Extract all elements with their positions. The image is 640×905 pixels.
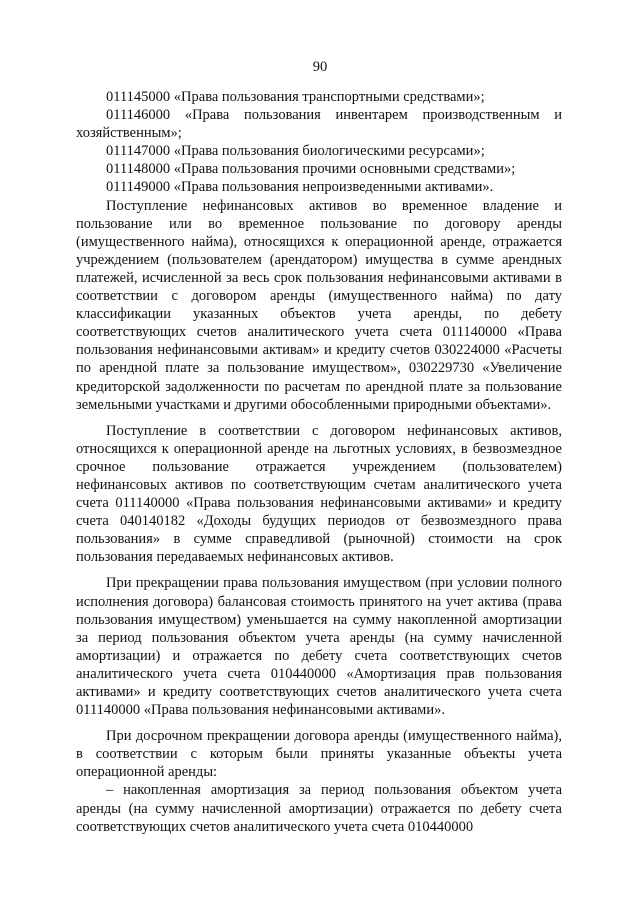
paragraph-operational-lease-receipt: Поступление нефинансовых активов во временное владение и пользование или во временное пользование по договору аренды (имущественного найма), относящихся к операционной аренде, отражается учреждением (пользователем (арендатором) имущества в сумме арендных платежей, исчисленной за весь срок пользования нефинансовыми активами в соответствии с договором аренды (имущественного найма) по дату классификации указанных объектов учета аренды, по дебету соответствующих счетов аналитического учета счета 011140000 «Права пользования нефинансовыми активам» и кредиту счетов 030224000 «Расчеты по арендной плате за пользование имуществом», 030229730 «Увеличение кредиторской задолженности по расчетам по арендной плате за пользование земельными участками и другими обособленными природными объектами». [76, 197, 562, 413]
account-line-011147000: 011147000 «Права пользования биологическими ресурсами»; [106, 143, 485, 160]
paragraph-accumulated-amortization: – накопленная амортизация за период пользования объектом учета аренды (на сумму начисленной амортизации) отражается по дебету счета соответствующих счетов аналитического учета счета 010440000 [76, 782, 562, 835]
paragraph-termination-of-right: При прекращении права пользования имуществом (при условии полного исполнения договора) балансовая стоимость принятого на учет актива (права пользования имуществом) уменьшается на сумму накопленной амортизации за период пользования объектом учета аренды (на сумму начисленной амортизации) и отражается по дебету счета соответствующих счетов аналитического учета счета 010440000 «Амортизация прав пользования активами» и кредиту соответствующих счетов аналитического учета счета 011140000 «Права пользования нефинансовыми активами». [76, 575, 562, 719]
account-line-011146000: 011146000 «Права пользования инвентарем производственным и хозяйственным»; [76, 107, 562, 142]
page-body [76, 88, 562, 836]
paragraph-free-use-receipt: Поступление в соответствии с договором нефинансовых активов, относящихся к операционной аренде на льготных условиях, в безвозмездное срочное пользование отражается учреждением (пользователем) нефинансовых активов по соответствующим счетам аналитического учета счета 011140000 «Права пользования нефинансовыми активами» и кредиту счета 040140182 «Доходы будущих периодов от безвозмездного права пользования» в сумме справедливой (рыночной) стоимости на срок пользования передаваемых нефинансовых активов. [76, 422, 562, 566]
paragraph-early-termination: При досрочном прекращении договора аренды (имущественного найма), в соответствии с которым были приняты указанные объекты учета операционной аренды: [76, 728, 562, 781]
account-line-011145000: 011145000 «Права пользования транспортными средствами»; [106, 89, 485, 105]
account-line-011149000: 011149000 «Права пользования непроизведенными активами». [106, 179, 494, 196]
account-line-011148000: 011148000 «Права пользования прочими основными средствами»; [106, 161, 516, 178]
page-number: 90 [312, 59, 328, 75]
